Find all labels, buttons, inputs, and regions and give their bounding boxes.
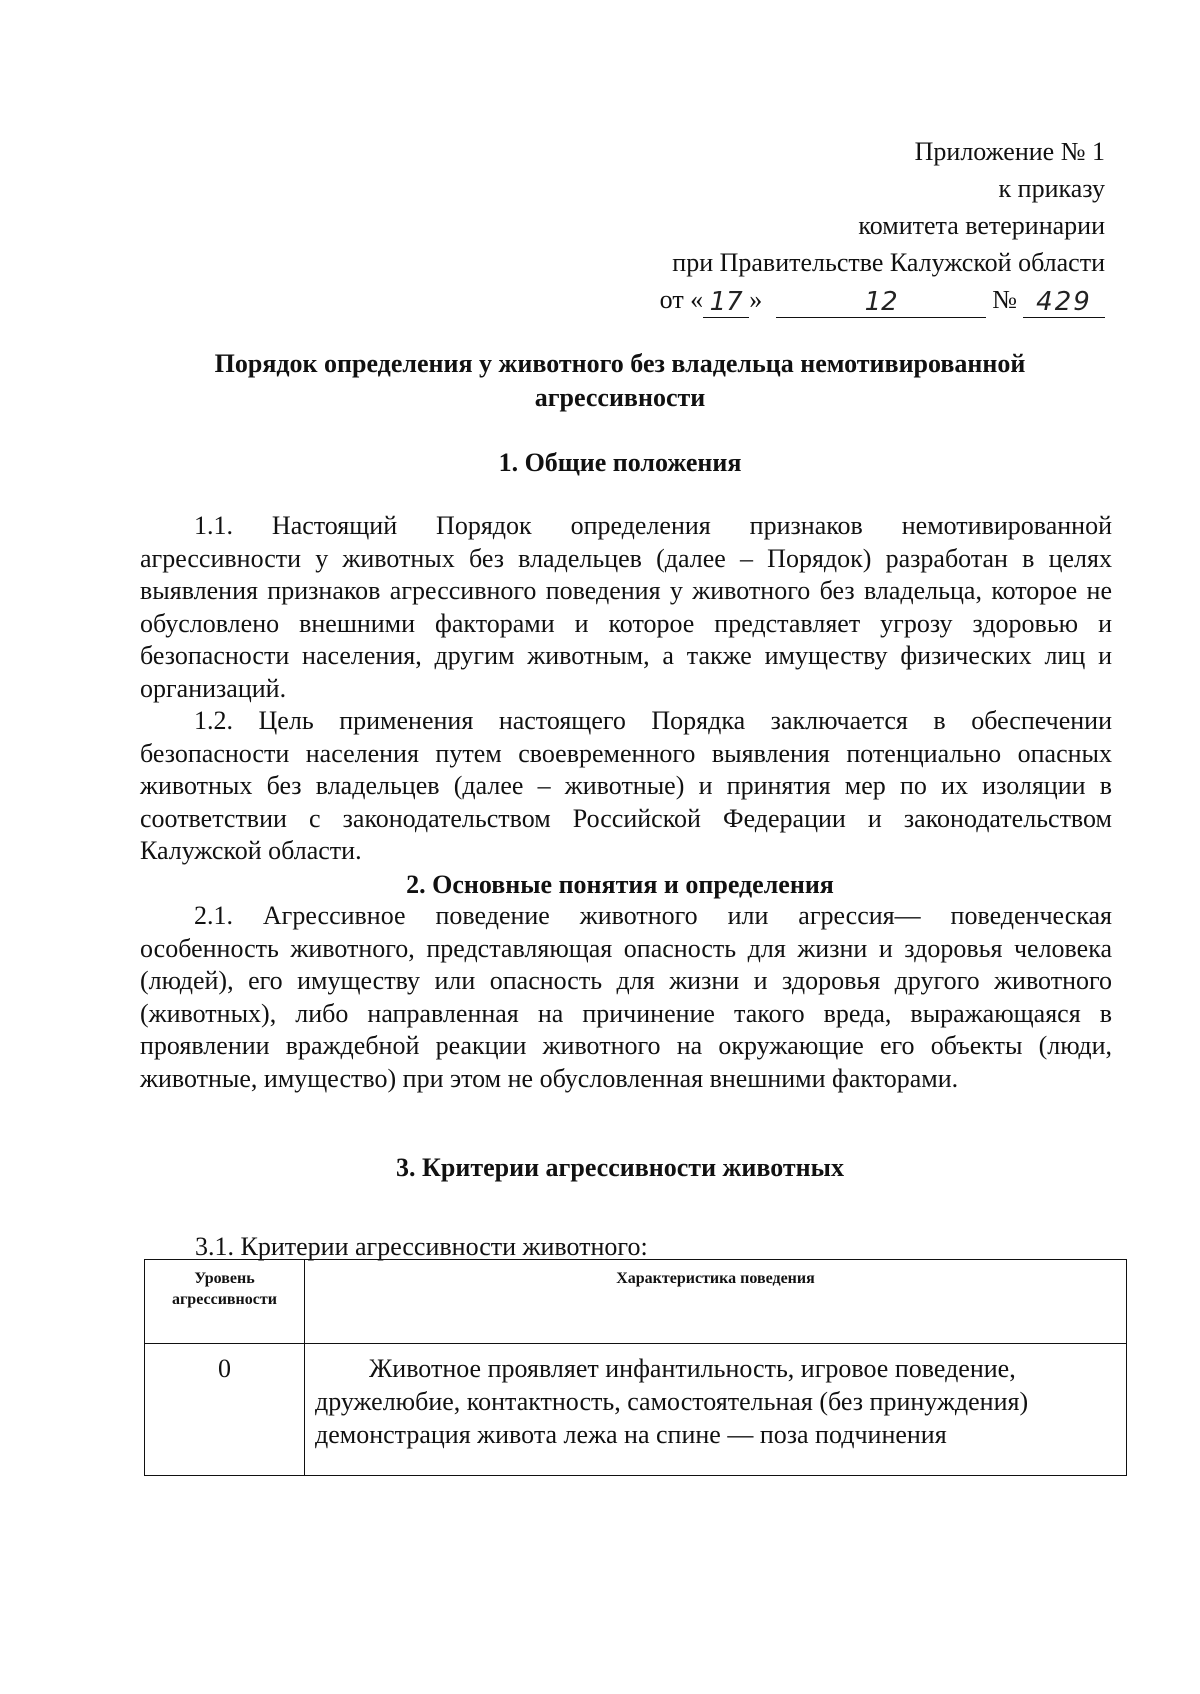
paragraph-1-1: 1.1. Настоящий Порядок определения признаков немотивированной агрессивности у животных без владельцев (далее – Порядок) разработан в целях выявления признаков агрессивного поведения у животного без владельца, которое не обусловлено внешними факторами и которое представляет угрозу здоровью и безопасности населения, другим животным, а также имуществу физических лиц и организаций. xyxy=(140,511,1112,703)
table-header-row xyxy=(145,1260,1127,1344)
table-caption: 3.1. Критерии агрессивности животного: xyxy=(195,1232,648,1261)
date-prefix: от « xyxy=(659,285,704,314)
section-1-heading: 1. Общие положения xyxy=(498,448,742,477)
committee-line: комитета ветеринарии xyxy=(858,211,1105,240)
document-title: Порядок определения у животного без владельца немотивированной агрессивности xyxy=(214,349,1026,412)
aggression-criteria-table xyxy=(144,1259,1127,1476)
appendix-header xyxy=(660,133,1105,318)
appendix-label: Приложение № 1 xyxy=(914,137,1105,166)
paragraph-1-2: 1.2. Цель применения настоящего Порядка заключается в обеспечении безопасности населения путем своевременного выявления потенциально опасных животных без владельцев (далее – животные) и принятия мер по их изоляции в соответствии с законодательством Российской Федерации и законодательством Калужской области. xyxy=(140,706,1112,865)
order-date-line xyxy=(660,281,1105,318)
date-day-handwritten: 17 xyxy=(703,287,749,318)
section-3-heading: 3. Критерии агрессивности животных xyxy=(396,1153,844,1182)
level-cell: 0 xyxy=(145,1344,305,1476)
order-number-handwritten: 429 xyxy=(1023,287,1105,318)
date-quote-close: » xyxy=(749,285,763,314)
to-order-line: к приказу xyxy=(998,174,1105,203)
column-header-behavior: Характеристика поведения xyxy=(305,1260,1127,1344)
government-line: при Правительстве Калужской области xyxy=(672,248,1105,277)
paragraph-2-1: 2.1. Агрессивное поведение животного или агрессия— поведенческая особенность животного, представляющая опасность для жизни и здоровья человека (людей), его имуществу или опасность для жизни и здоровья другого животного (животных), либо направленная на причинение такого вреда, выражающаяся в проявлении враждебной реакции животного на окружающие его объекты (люди, животные, имущество) при этом не обусловленная внешними факторами. xyxy=(140,901,1112,1093)
table-row xyxy=(145,1344,1127,1476)
number-label: № xyxy=(992,285,1017,314)
column-header-level: Уровень агрессивности xyxy=(145,1260,305,1344)
date-month-handwritten: 12 xyxy=(776,287,986,318)
section-2-heading: 2. Основные понятия и определения xyxy=(406,870,834,899)
behavior-cell: Животное проявляет инфантильность, игровое поведение, дружелюбие, контактность, самостоятельная (без принуждения) демонстрация живота лежа на спине — поза подчинения xyxy=(305,1344,1127,1476)
